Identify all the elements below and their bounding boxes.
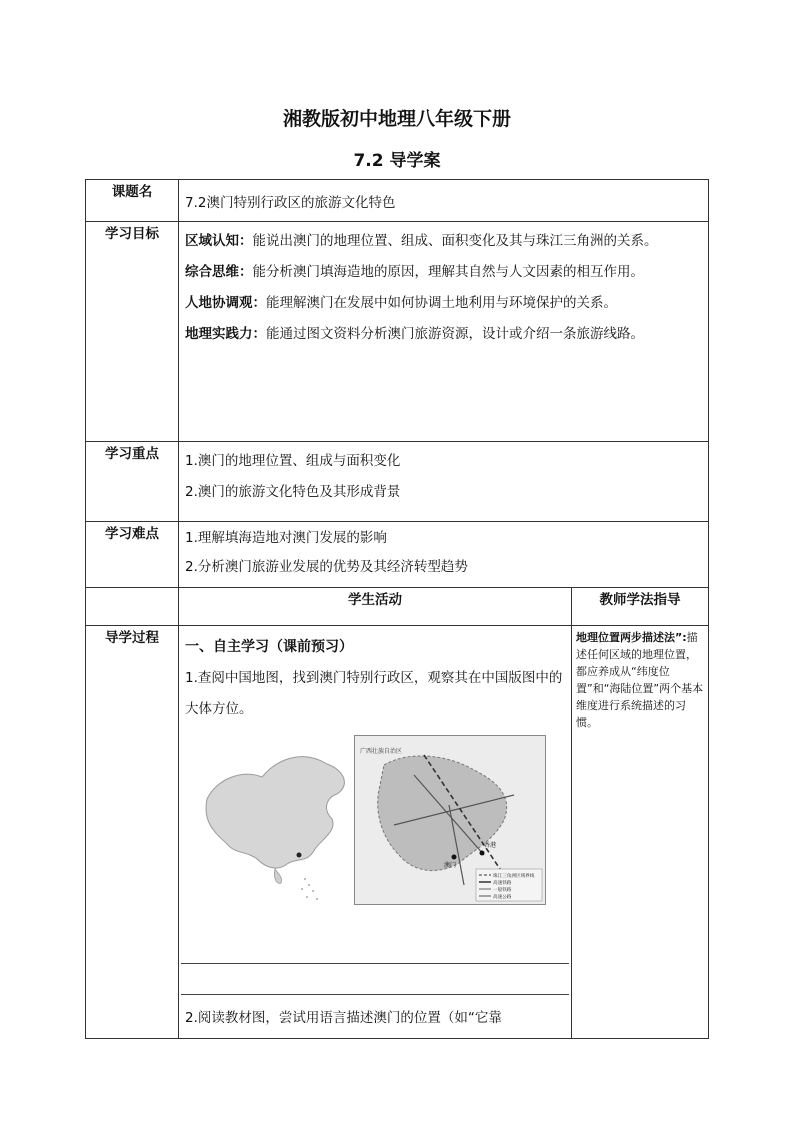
- difficulty-content: [179, 522, 709, 588]
- answer-line[interactable]: [181, 964, 569, 995]
- map-label-hongkong: 香港: [484, 842, 497, 849]
- map-label-region: 广西壮族自治区: [360, 748, 403, 755]
- question-2: 2.阅读教材图，尝试用语言描述澳门的位置（如“它靠: [185, 1010, 502, 1026]
- pearl-river-delta-map: [354, 735, 546, 905]
- china-map: [187, 739, 357, 909]
- difficulty-label: 学习难点: [86, 522, 179, 588]
- lesson-table: [85, 179, 709, 1039]
- goal-item: 地理实践力：能通过图文资料分析澳门旅游资源，设计或介绍一条旅游线路。: [185, 326, 644, 342]
- map-figures: [179, 735, 571, 925]
- process-activity: [179, 626, 572, 1039]
- column-guide: 教师学法指导: [572, 588, 709, 626]
- goals-label: 学习目标: [86, 222, 179, 442]
- column-activity: 学生活动: [179, 588, 572, 626]
- map-label-macau: 澳门: [444, 862, 457, 869]
- focus-item: 1.澳门的地理位置、组成与面积变化: [185, 453, 401, 469]
- focus-content: [179, 442, 709, 522]
- topic-value: 7.2澳门特别行政区的旅游文化特色: [179, 180, 709, 222]
- difficulty-item: 2.分析澳门旅游业发展的优势及其经济转型趋势: [185, 559, 468, 575]
- guide-key: 地理位置两步描述法”:: [576, 631, 687, 644]
- goal-item: 人地协调观：能理解澳门在发展中如何协调土地利用与环境保护的关系。: [185, 295, 617, 311]
- section-heading: 一、自主学习（课前预习）: [185, 639, 353, 655]
- legend-item: 一般铁路: [493, 888, 512, 893]
- legend-item: 高速公路: [493, 895, 512, 900]
- guide-text: 描述任何区域的地理位置，都应养成从“纬度位置”和“海陆位置”两个基本维度进行系统描述的习惯。: [576, 631, 704, 729]
- document-subtitle: 7.2 导学案: [353, 151, 441, 171]
- goal-item: 综合思维：能分析澳门填海造地的原因，理解其自然与人文因素的相互作用。: [185, 264, 644, 280]
- answer-line[interactable]: [181, 933, 569, 964]
- focus-item: 2.澳门的旅游文化特色及其形成背景: [185, 484, 401, 500]
- topic-label: 课题名: [86, 180, 179, 222]
- document-title: 湘教版初中地理八年级下册: [282, 108, 511, 130]
- focus-label: 学习重点: [86, 442, 179, 522]
- legend-item: 珠江三角洲区域界线: [493, 874, 535, 879]
- goals-content: [179, 222, 709, 442]
- goal-item: 区域认知：能说出澳门的地理位置、组成、面积变化及其与珠江三角洲的关系。: [185, 233, 658, 249]
- empty-header-cell: [86, 588, 179, 626]
- process-guide: [572, 626, 709, 1039]
- difficulty-item: 1.理解填海造地对澳门发展的影响: [185, 530, 387, 546]
- question-1: 1.查阅中国地图，找到澳门特别行政区，观察其在中国版图中的大体方位。: [185, 670, 563, 717]
- legend-item: 高速铁路: [493, 881, 512, 886]
- process-label: 导学过程: [86, 626, 179, 1039]
